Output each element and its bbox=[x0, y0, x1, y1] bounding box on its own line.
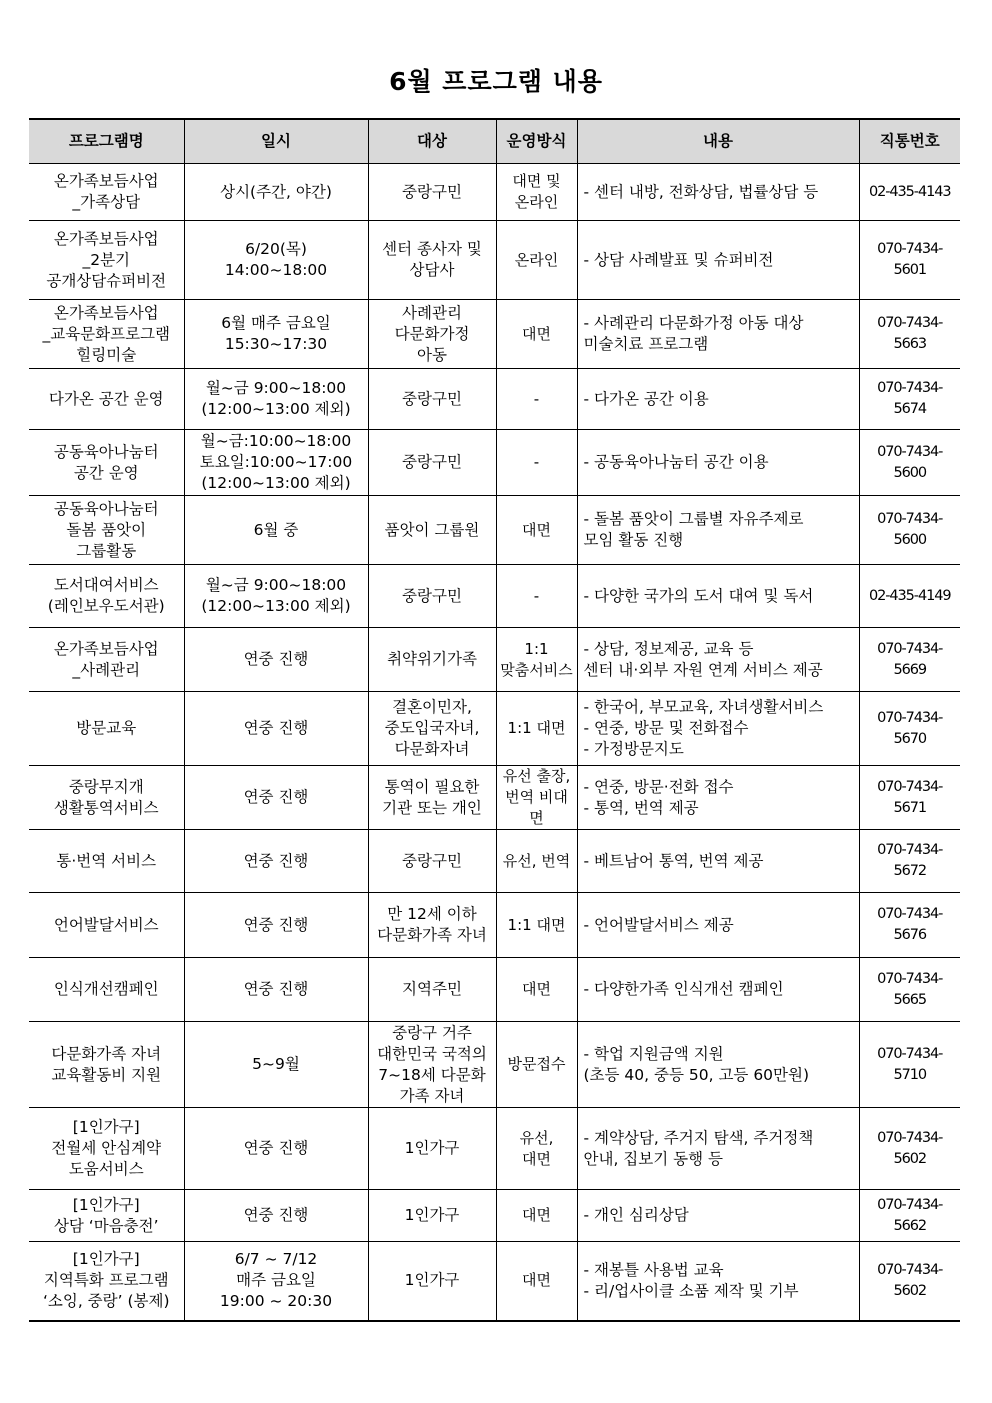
phone-cell: 070-7434-5600 bbox=[859, 496, 960, 565]
content-cell: - 베트남어 통역, 번역 제공 bbox=[577, 830, 859, 893]
method-cell: 대면 및 온라인 bbox=[496, 164, 577, 221]
page-title: 6월 프로그램 내용 bbox=[389, 67, 603, 96]
phone-cell: 070-7434-5602 bbox=[859, 1242, 960, 1321]
target-cell: 1인가구 bbox=[368, 1190, 496, 1242]
program-name-cell: 언어발달서비스 bbox=[29, 893, 184, 958]
date-cell: 연중 진행 bbox=[184, 766, 368, 830]
target-cell: 중랑구민 bbox=[368, 830, 496, 893]
table-row bbox=[29, 893, 960, 958]
table-row bbox=[29, 430, 960, 496]
method-cell: 1:1 맞춤서비스 bbox=[496, 628, 577, 692]
content-cell: - 공동육아나눔터 공간 이용 bbox=[577, 430, 859, 496]
program-name-cell: [1인가구] 전월세 안심계약 도움서비스 bbox=[29, 1108, 184, 1190]
program-name-cell: 공동육아나눔터 공간 운영 bbox=[29, 430, 184, 496]
content-cell: - 한국어, 부모교육, 자녀생활서비스 - 연중, 방문 및 전화접수 - 가정방문지도 bbox=[577, 692, 859, 766]
date-cell: 6월 중 bbox=[184, 496, 368, 565]
method-cell: - bbox=[496, 430, 577, 496]
target-cell: 품앗이 그룹원 bbox=[368, 496, 496, 565]
date-cell: 6월 매주 금요일 15:30~17:30 bbox=[184, 300, 368, 369]
phone-cell: 070-7434-5602 bbox=[859, 1108, 960, 1190]
content-cell: - 다양한 국가의 도서 대여 및 독서 bbox=[577, 565, 859, 628]
content-cell: - 다양한가족 인식개선 캠페인 bbox=[577, 958, 859, 1022]
phone-cell: 02-435-4143 bbox=[859, 164, 960, 221]
program-name-cell: 도서대여서비스 (레인보우도서관) bbox=[29, 565, 184, 628]
content-cell: - 계약상담, 주거지 탐색, 주거정책 안내, 집보기 동행 등 bbox=[577, 1108, 859, 1190]
phone-cell: 070-7434-5669 bbox=[859, 628, 960, 692]
header-phone: 직통번호 bbox=[859, 119, 960, 164]
table-row bbox=[29, 692, 960, 766]
content-cell: - 언어발달서비스 제공 bbox=[577, 893, 859, 958]
method-cell: 대면 bbox=[496, 496, 577, 565]
date-cell: 5~9월 bbox=[184, 1022, 368, 1108]
program-name-cell: 온가족보듬사업 _2분기 공개상담슈퍼비전 bbox=[29, 221, 184, 300]
method-cell: - bbox=[496, 565, 577, 628]
date-cell: 연중 진행 bbox=[184, 628, 368, 692]
content-cell: - 개인 심리상담 bbox=[577, 1190, 859, 1242]
method-cell: 유선, 대면 bbox=[496, 1108, 577, 1190]
program-name-cell: 온가족보듬사업 _교육문화프로그램 힐링미술 bbox=[29, 300, 184, 369]
content-cell: - 학업 지원금액 지원 (초등 40, 중등 50, 고등 60만원) bbox=[577, 1022, 859, 1108]
table-row bbox=[29, 958, 960, 1022]
date-cell: 연중 진행 bbox=[184, 893, 368, 958]
program-name-cell: 통·번역 서비스 bbox=[29, 830, 184, 893]
target-cell: 1인가구 bbox=[368, 1242, 496, 1321]
content-cell: - 다가온 공간 이용 bbox=[577, 369, 859, 430]
header-target: 대상 bbox=[368, 119, 496, 164]
phone-cell: 070-7434-5663 bbox=[859, 300, 960, 369]
program-name-cell: 중랑무지개 생활통역서비스 bbox=[29, 766, 184, 830]
table-row bbox=[29, 1242, 960, 1321]
method-cell: 1:1 대면 bbox=[496, 893, 577, 958]
method-cell: 유선 출장, 번역 비대면 bbox=[496, 766, 577, 830]
content-cell: - 연중, 방문·전화 접수 - 통역, 번역 제공 bbox=[577, 766, 859, 830]
method-cell: 유선, 번역 bbox=[496, 830, 577, 893]
phone-cell: 070-7434-5662 bbox=[859, 1190, 960, 1242]
method-cell: 대면 bbox=[496, 1190, 577, 1242]
program-name-cell: [1인가구] 지역특화 프로그램 ‘소잉, 중랑’ (봉제) bbox=[29, 1242, 184, 1321]
date-cell: 6/20(목) 14:00~18:00 bbox=[184, 221, 368, 300]
header-date: 일시 bbox=[184, 119, 368, 164]
phone-cell: 070-7434-5665 bbox=[859, 958, 960, 1022]
method-cell: 방문접수 bbox=[496, 1022, 577, 1108]
date-cell: 월~금 9:00~18:00 (12:00~13:00 제외) bbox=[184, 369, 368, 430]
phone-cell: 070-7434-5671 bbox=[859, 766, 960, 830]
table-row bbox=[29, 766, 960, 830]
program-name-cell: 온가족보듬사업 _가족상담 bbox=[29, 164, 184, 221]
table-row bbox=[29, 369, 960, 430]
target-cell: 만 12세 이하 다문화가족 자녀 bbox=[368, 893, 496, 958]
header-method: 운영방식 bbox=[496, 119, 577, 164]
date-cell: 월~금 9:00~18:00 (12:00~13:00 제외) bbox=[184, 565, 368, 628]
phone-cell: 070-7434-5672 bbox=[859, 830, 960, 893]
target-cell: 취약위기가족 bbox=[368, 628, 496, 692]
method-cell: 대면 bbox=[496, 1242, 577, 1321]
date-cell: 6/7 ~ 7/12 매주 금요일 19:00 ~ 20:30 bbox=[184, 1242, 368, 1321]
program-table bbox=[29, 118, 960, 1322]
program-name-cell: 다가온 공간 운영 bbox=[29, 369, 184, 430]
header-program-name: 프로그램명 bbox=[29, 119, 184, 164]
program-name-cell: [1인가구] 상담 ‘마음충전’ bbox=[29, 1190, 184, 1242]
table-row bbox=[29, 164, 960, 221]
content-cell: - 상담 사례발표 및 슈퍼비전 bbox=[577, 221, 859, 300]
phone-cell: 070-7434-5710 bbox=[859, 1022, 960, 1108]
content-cell: - 재봉틀 사용법 교육 - 리/업사이클 소품 제작 및 기부 bbox=[577, 1242, 859, 1321]
phone-cell: 070-7434-5670 bbox=[859, 692, 960, 766]
table-row bbox=[29, 221, 960, 300]
content-cell: - 센터 내방, 전화상담, 법률상담 등 bbox=[577, 164, 859, 221]
method-cell: 대면 bbox=[496, 958, 577, 1022]
target-cell: 중랑구민 bbox=[368, 164, 496, 221]
target-cell: 결혼이민자, 중도입국자녀, 다문화자녀 bbox=[368, 692, 496, 766]
program-name-cell: 다문화가족 자녀 교육활동비 지원 bbox=[29, 1022, 184, 1108]
table-row bbox=[29, 1022, 960, 1108]
table-row bbox=[29, 1108, 960, 1190]
target-cell: 지역주민 bbox=[368, 958, 496, 1022]
phone-cell: 070-7434-5676 bbox=[859, 893, 960, 958]
method-cell: 1:1 대면 bbox=[496, 692, 577, 766]
content-cell: - 돌봄 품앗이 그룹별 자유주제로 모임 활동 진행 bbox=[577, 496, 859, 565]
method-cell: - bbox=[496, 369, 577, 430]
table-row bbox=[29, 628, 960, 692]
date-cell: 월~금:10:00~18:00 토요일:10:00~17:00 (12:00~13:00 제외) bbox=[184, 430, 368, 496]
target-cell: 센터 종사자 및 상담사 bbox=[368, 221, 496, 300]
table-row bbox=[29, 830, 960, 893]
phone-cell: 070-7434-5601 bbox=[859, 221, 960, 300]
content-cell: - 상담, 정보제공, 교육 등 센터 내·외부 자원 연계 서비스 제공 bbox=[577, 628, 859, 692]
date-cell: 연중 진행 bbox=[184, 830, 368, 893]
table-header-row bbox=[29, 119, 960, 164]
target-cell: 1인가구 bbox=[368, 1108, 496, 1190]
date-cell: 연중 진행 bbox=[184, 958, 368, 1022]
date-cell: 상시(주간, 야간) bbox=[184, 164, 368, 221]
table-row bbox=[29, 565, 960, 628]
target-cell: 통역이 필요한 기관 또는 개인 bbox=[368, 766, 496, 830]
target-cell: 중랑구 거주 대한민국 국적의 7~18세 다문화 가족 자녀 bbox=[368, 1022, 496, 1108]
content-cell: - 사례관리 다문화가정 아동 대상 미술치료 프로그램 bbox=[577, 300, 859, 369]
table-row bbox=[29, 1190, 960, 1242]
phone-cell: 02-435-4149 bbox=[859, 565, 960, 628]
program-name-cell: 공동육아나눔터 돌봄 품앗이 그룹활동 bbox=[29, 496, 184, 565]
program-name-cell: 온가족보듬사업 _사례관리 bbox=[29, 628, 184, 692]
table-row bbox=[29, 496, 960, 565]
program-name-cell: 인식개선캠페인 bbox=[29, 958, 184, 1022]
method-cell: 대면 bbox=[496, 300, 577, 369]
date-cell: 연중 진행 bbox=[184, 1190, 368, 1242]
target-cell: 중랑구민 bbox=[368, 430, 496, 496]
target-cell: 사례관리 다문화가정 아동 bbox=[368, 300, 496, 369]
date-cell: 연중 진행 bbox=[184, 1108, 368, 1190]
target-cell: 중랑구민 bbox=[368, 565, 496, 628]
method-cell: 온라인 bbox=[496, 221, 577, 300]
header-content: 내용 bbox=[577, 119, 859, 164]
program-name-cell: 방문교육 bbox=[29, 692, 184, 766]
phone-cell: 070-7434-5674 bbox=[859, 369, 960, 430]
phone-cell: 070-7434-5600 bbox=[859, 430, 960, 496]
target-cell: 중랑구민 bbox=[368, 369, 496, 430]
table-row bbox=[29, 300, 960, 369]
date-cell: 연중 진행 bbox=[184, 692, 368, 766]
